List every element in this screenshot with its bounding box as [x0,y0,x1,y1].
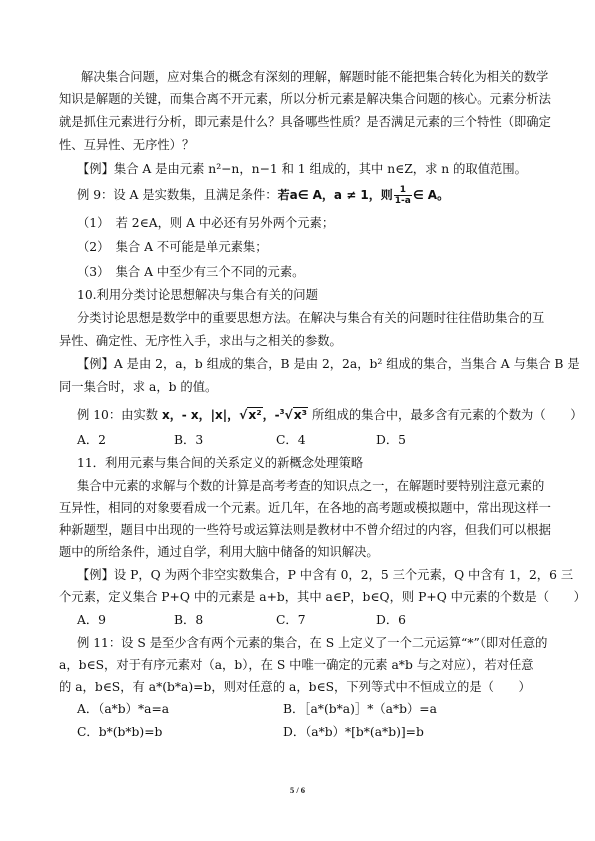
example-11-option-a: A．（a*b）*a=a [77,702,170,716]
section-11-option-c: C．7 [276,613,306,627]
example-10-option-c: C．4 [276,433,306,447]
example-11-option-c: C．b*(b*b)=b [77,725,163,739]
section-10-example-2: 同一集合时，求 a，b 的值。 [59,380,218,394]
section-11-body-4: 题中的所给条件，通过自学，利用大脑中储备的知识解决。 [59,545,379,559]
example-10-sep: ，- [262,408,280,423]
example-11-line-3: 的 a，b∈S，有 a*(b*a)=b，则对任意的 a，b∈S，下列等式中不恒成立的是（ ） [59,680,531,694]
section-11-example-1: 【例】设 P，Q 为两个非空实数集合，P 中含有 0，2，5 三个元素，Q 中含有 1，2，6 三 [77,568,574,582]
intro-line-3: 就是抓住元素进行分析，即元素是什么？具备哪些性质？是否满足元素的三个特性（即确定 [59,115,551,129]
section-11-title: 11．利用元素与集合间的关系定义的新概念处理策略 [77,456,364,470]
section-10-body-2: 异性、确定性、无序性入手，求出与之相关的参数。 [59,334,342,348]
example-10-post: 所组成的集合中，最多含有元素的个数为（ ） [311,408,583,423]
section-11-option-a: A．9 [77,613,107,627]
example-10 [77,404,583,423]
example-10-option-a: A．2 [77,433,107,447]
section-11-option-d: D．6 [376,613,406,627]
section-11-body-3: 种新题型，题目中出现的一些符号或运算法则是教材中不曾介绍过的内容，但我们可以根据 [59,523,551,537]
cube-root-x3: $^3$√x³ [279,408,308,423]
section-11-option-b: B．8 [174,613,204,627]
section-10-example-1: 【例】A 是由 2，a，b 组成的集合，B 是由 2，2a，b² 组成的集合，当集合 A 与集合 B 是 [77,357,580,371]
example-9-condition: 若a∈ A，a ≠ 1，则 [277,188,393,202]
example-10-vars: x，- x，|x|， [161,408,240,423]
example-9-item-1: （1） 若 2∈A，则 A 中必还有另外两个元素； [77,216,335,230]
example-9-fraction [394,185,412,206]
example-9-item-2: （2） 集合 A 不可能是单元素集； [77,240,268,254]
fraction-denominator: 1-a [394,196,411,206]
example-10-option-b: B．3 [174,433,204,447]
section-10-title: 10.利用分类讨论思想解决与集合有关的问题 [77,288,318,302]
page-number: 5 / 6 [289,785,306,795]
square-root-x2: √x² [239,408,262,423]
example-9-item-3: （3） 集合 A 中至少有三个不同的元素。 [77,265,305,279]
intro-line-4: 性、互异性、无序性）？ [59,138,195,152]
example-set-a: 【例】集合 A 是由元素 n²−n，n−1 和 1 组成的，其中 n∈Z，求 n 的取值范围。 [77,162,527,176]
example-11-line-1: 例 11：设 S 是至少含有两个元素的集合，在 S 上定义了一个二元运算“*”（即对任意的 [77,636,548,650]
intro-line-1: 解决集合问题，应对集合的概念有深刻的理解，解题时能不能把集合转化为相关的数学 [81,70,549,84]
example-9-text: 例 9：设 A 是实数集，且满足条件： [77,188,278,202]
example-11-option-b: B．［a*(b*a)］*（a*b）=a [283,702,437,716]
fraction-numerator: 1 [394,185,412,196]
intro-line-2: 知识是解题的关键，而集合离不开元素，所以分析元素是解决集合问题的核心。元素分析法 [59,92,551,106]
example-11-option-d: D．（a*b）*[b*(a*b)]=b [283,725,424,739]
example-9-tail: ∈ A。 [412,188,450,202]
section-11-example-2: 个元素，定义集合 P+Q 中的元素是 a+b，其中 a∈P，b∈Q，则 P+Q 中元素的个数是（ ） [59,590,586,604]
example-9 [77,185,449,206]
example-10-option-d: D．5 [376,433,406,447]
section-10-body-1: 分类讨论思想是数学中的重要思想方法。在解决与集合有关的问题时往往借助集合的互 [77,311,545,325]
section-11-body-2: 互异性，相同的对象要看成一个元素。近几年，在各地的高考题或模拟题中，常出现这样一 [59,501,551,515]
example-10-pre: 例 10：由实数 [77,408,159,423]
section-11-body-1: 集合中元素的求解与个数的计算是高考考查的知识点之一，在解题时要特别注意元素的 [77,479,545,493]
example-11-line-2: a，b∈S，对于有序元素对（a，b），在 S 中唯一确定的元素 a*b 与之对应），若对任意 [59,658,534,672]
